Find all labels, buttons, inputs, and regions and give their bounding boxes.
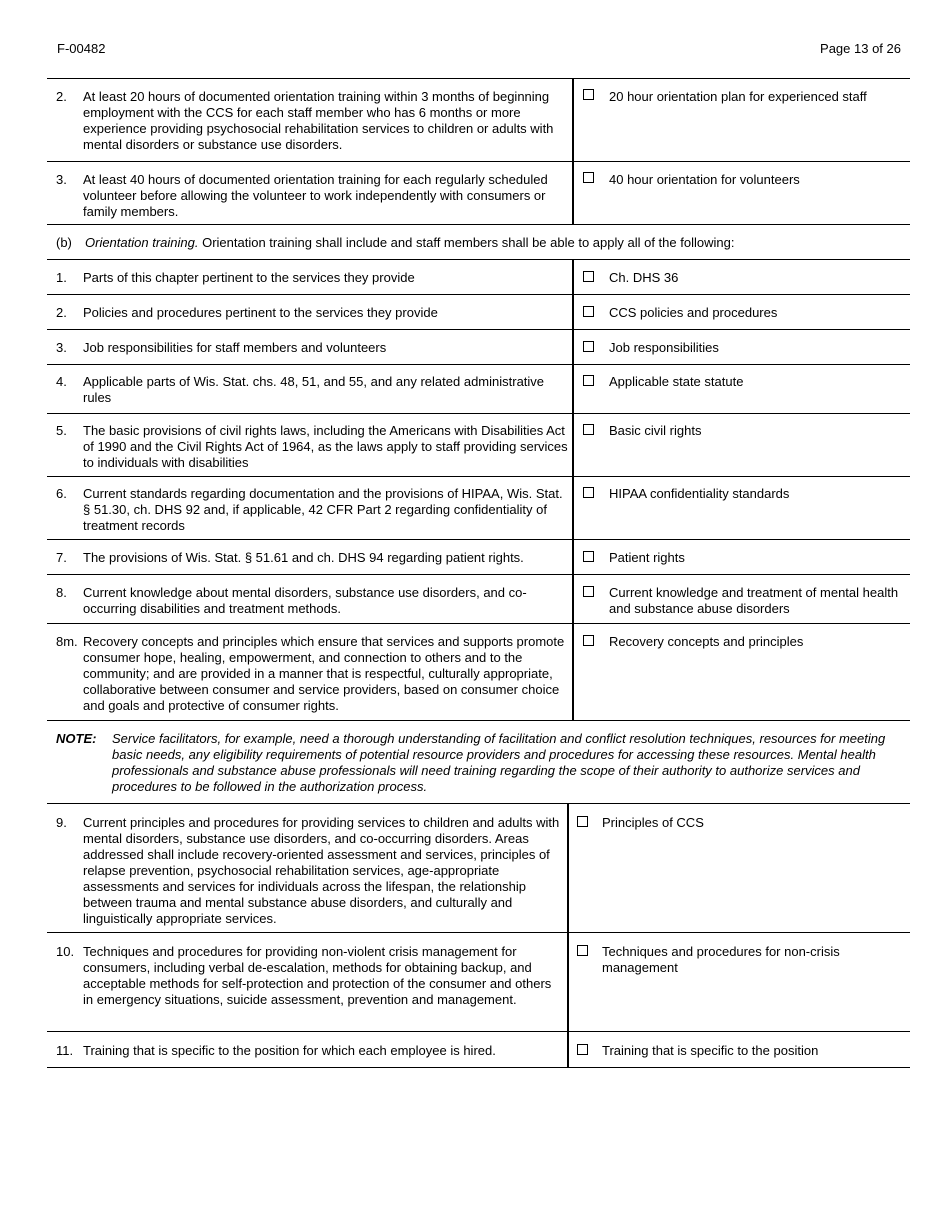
table-row bbox=[47, 574, 910, 624]
checkbox[interactable] bbox=[583, 487, 594, 498]
checkbox[interactable] bbox=[583, 551, 594, 562]
section-b-row bbox=[47, 224, 910, 260]
item-number: 5. bbox=[56, 423, 67, 438]
checkbox[interactable] bbox=[583, 172, 594, 183]
checkbox-label: CCS policies and procedures bbox=[609, 305, 778, 320]
item-number: 7. bbox=[56, 550, 67, 565]
requirement-text: Current principles and procedures for providing services to children and adults with mental disorders, substance use disorders, and co-occurring disorders. Areas addressed shall include recovery-oriented assessment and services, principles of relapse prevention, psychosocial rehabilitation services, age-appropriate assessments and services for individuals across the lifespan, the relationship between trauma and mental substance abuse disorders, and culturally and linguistically appropriate services. bbox=[83, 815, 560, 926]
checkbox[interactable] bbox=[577, 1044, 588, 1055]
table-row bbox=[47, 78, 910, 162]
checkbox[interactable] bbox=[583, 341, 594, 352]
table-row bbox=[47, 803, 910, 933]
requirement-text: The basic provisions of civil rights laws, including the Americans with Disabilities Act of 1990 and the Civil Rights Act of 1964, as the laws apply to staff providing services to individuals with disabilities bbox=[83, 423, 568, 470]
table-row bbox=[47, 539, 910, 575]
note-text: Service facilitators, for example, need a thorough understanding of facilitation and conflict resolution techniques, resources for meeting basic needs, any eligibility requirements of potential resource providers and procedures for accessing these resources. Mental health professionals and substance abuse professionals will need training regarding the scope of their authority to authorize services and procedures to be followed in the authorization process. bbox=[112, 731, 886, 794]
checkbox-label: 20 hour orientation plan for experienced staff bbox=[609, 89, 867, 104]
checkbox[interactable] bbox=[583, 424, 594, 435]
table-row bbox=[47, 161, 910, 225]
item-number: 2. bbox=[56, 89, 67, 104]
table-row bbox=[47, 476, 910, 540]
item-number: 6. bbox=[56, 486, 67, 501]
requirement-text: Current standards regarding documentation and the provisions of HIPAA, Wis. Stat. § 51.30, ch. DHS 92 and, if applicable, 42 CFR Part 2 regarding confidentiality of treatment records bbox=[83, 486, 563, 533]
requirement-text: Applicable parts of Wis. Stat. chs. 48, 51, and 55, and any related administrative rules bbox=[83, 374, 545, 405]
form-id: F-00482 bbox=[57, 41, 106, 56]
checkbox-label: Ch. DHS 36 bbox=[609, 270, 679, 285]
checkbox-label: Techniques and procedures for non-crisis management bbox=[602, 944, 840, 975]
item-number: 3. bbox=[56, 340, 67, 355]
requirement-text: At least 40 hours of documented orientation training for each regularly scheduled volunteer before allowing the volunteer to work independently with consumers or family members. bbox=[83, 172, 548, 219]
section-label: (b) bbox=[56, 235, 72, 250]
checkbox-label: Recovery concepts and principles bbox=[609, 634, 804, 649]
table-row bbox=[47, 1031, 910, 1068]
checkbox-label: Current knowledge and treatment of mental health and substance abuse disorders bbox=[609, 585, 899, 616]
table-row bbox=[47, 294, 910, 330]
note-label: NOTE: bbox=[56, 731, 97, 746]
requirement-text: Training that is specific to the position for which each employee is hired. bbox=[83, 1043, 496, 1058]
checkbox-label: Job responsibilities bbox=[609, 340, 719, 355]
item-number: 9. bbox=[56, 815, 67, 830]
checkbox[interactable] bbox=[583, 586, 594, 597]
requirement-text: Current knowledge about mental disorders, substance use disorders, and co-occurring disabilities and treatment methods. bbox=[83, 585, 527, 616]
item-number: 8m. bbox=[56, 634, 78, 649]
checkbox-label: Basic civil rights bbox=[609, 423, 702, 438]
requirement-text: Techniques and procedures for providing non-violent crisis management for consumers, including verbal de-escalation, methods for obtaining backup, and acceptable methods for self-protection and protection of the consumer and others in emergency situations, suicide assessment, prevention and management. bbox=[83, 944, 552, 1007]
requirement-text: At least 20 hours of documented orientation training within 3 months of beginning employment with the CCS for each staff member who has 6 months or more experience providing psychosocial rehabilitation services to children or adults with mental disorders or substance use disorders. bbox=[83, 89, 554, 152]
note-row bbox=[47, 720, 910, 804]
checkbox[interactable] bbox=[583, 306, 594, 317]
checkbox-label: Patient rights bbox=[609, 550, 685, 565]
item-number: 11. bbox=[56, 1043, 74, 1058]
page-number: Page 13 of 26 bbox=[820, 41, 901, 56]
requirement-text: The provisions of Wis. Stat. § 51.61 and ch. DHS 94 regarding patient rights. bbox=[83, 550, 524, 565]
checkbox[interactable] bbox=[583, 635, 594, 646]
item-number: 10. bbox=[56, 944, 75, 959]
item-number: 4. bbox=[56, 374, 67, 389]
checkbox[interactable] bbox=[577, 945, 588, 956]
requirement-text: Parts of this chapter pertinent to the services they provide bbox=[83, 270, 415, 285]
section-text: Orientation training shall include and staff members shall be able to apply all of the following: bbox=[202, 235, 735, 250]
table-row bbox=[47, 932, 910, 1032]
checkbox-label: 40 hour orientation for volunteers bbox=[609, 172, 800, 187]
requirement-text: Policies and procedures pertinent to the services they provide bbox=[83, 305, 438, 320]
checkbox[interactable] bbox=[583, 375, 594, 386]
table-row bbox=[47, 623, 910, 721]
checkbox-label: Applicable state statute bbox=[609, 374, 744, 389]
checkbox-label: HIPAA confidentiality standards bbox=[609, 486, 790, 501]
checkbox[interactable] bbox=[577, 816, 588, 827]
item-number: 1. bbox=[56, 270, 67, 285]
checkbox-label: Principles of CCS bbox=[602, 815, 704, 830]
table-row bbox=[47, 259, 910, 295]
table-row bbox=[47, 413, 910, 477]
checkbox-label: Training that is specific to the position bbox=[602, 1043, 819, 1058]
requirement-text: Recovery concepts and principles which ensure that services and supports promote consumer hope, healing, empowerment, and connection to others and to the community; and are provided in a manner that is respectful, culturally appropriate, collaborative between consumer and service providers, based on consumer choice and goals and protective of consumer rights. bbox=[83, 634, 565, 713]
item-number: 2. bbox=[56, 305, 67, 320]
checkbox[interactable] bbox=[583, 89, 594, 100]
item-number: 3. bbox=[56, 172, 67, 187]
table-row bbox=[47, 364, 910, 414]
table-row bbox=[47, 329, 910, 365]
item-number: 8. bbox=[56, 585, 67, 600]
checkbox[interactable] bbox=[583, 271, 594, 282]
requirement-text: Job responsibilities for staff members and volunteers bbox=[83, 340, 387, 355]
section-title: Orientation training. bbox=[85, 235, 199, 250]
table-bottom-rule bbox=[47, 1067, 910, 1068]
